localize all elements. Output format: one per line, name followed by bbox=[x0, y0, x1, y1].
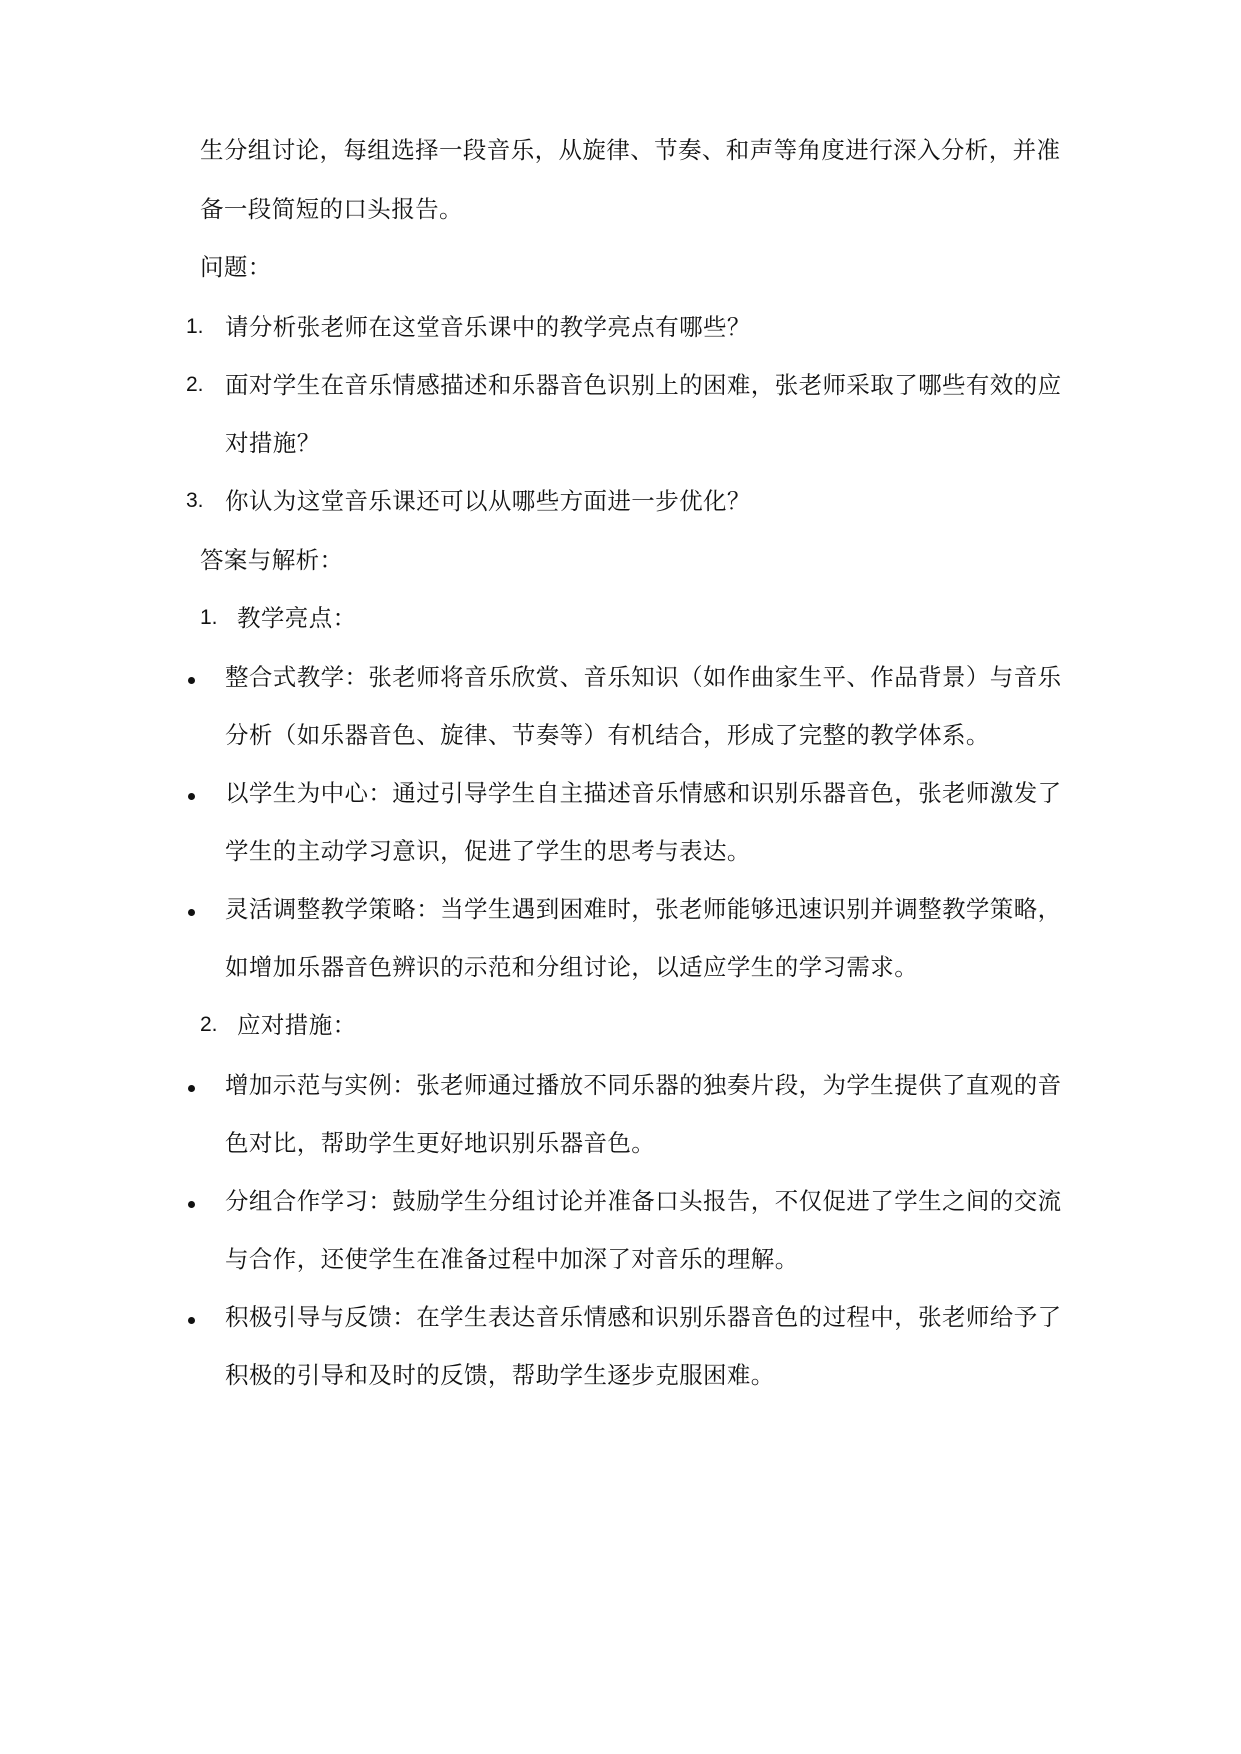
bullet-dot bbox=[188, 677, 195, 684]
bullet-text: 灵活调整教学策略：当学生遇到困难时，张老师能够迅速识别并调整教学策略， bbox=[225, 895, 1062, 923]
bullet-text: 分析（如乐器音色、旋律、节奏等）有机结合，形成了完整的教学体系。 bbox=[225, 721, 990, 749]
bullet-text: 整合式教学：张老师将音乐欣赏、音乐知识（如作曲家生平、作品背景）与音乐 bbox=[225, 663, 1062, 691]
bullet-text: 学生的主动学习意识，促进了学生的思考与表达。 bbox=[225, 837, 751, 865]
bullet-dot bbox=[188, 909, 195, 916]
bullet-dot bbox=[188, 1317, 195, 1324]
question-text: 请分析张老师在这堂音乐课中的教学亮点有哪些？ bbox=[225, 313, 751, 341]
questions-heading: 问题： bbox=[200, 253, 272, 281]
bullet-text: 与合作，还使学生在准备过程中加深了对音乐的理解。 bbox=[225, 1245, 799, 1273]
section-number: 1. bbox=[200, 606, 218, 629]
bullet-text: 积极的引导和及时的反馈，帮助学生逐步克服困难。 bbox=[225, 1361, 775, 1389]
question-number: 3. bbox=[186, 489, 204, 512]
section-title: 应对措施： bbox=[237, 1011, 357, 1039]
bullet-text: 增加示范与实例：张老师通过播放不同乐器的独奏片段，为学生提供了直观的音 bbox=[225, 1071, 1062, 1099]
question-number: 1. bbox=[186, 315, 204, 338]
answer-heading: 答案与解析： bbox=[200, 546, 344, 574]
intro-line: 备一段简短的口头报告。 bbox=[200, 195, 463, 223]
intro-line: 生分组讨论，每组选择一段音乐，从旋律、节奏、和声等角度进行深入分析，并准 bbox=[200, 136, 1061, 164]
question-text: 面对学生在音乐情感描述和乐器音色识别上的困难，张老师采取了哪些有效的应 bbox=[225, 371, 1062, 399]
section-title: 教学亮点： bbox=[237, 604, 357, 632]
bullet-text: 积极引导与反馈：在学生表达音乐情感和识别乐器音色的过程中，张老师给予了 bbox=[225, 1303, 1062, 1331]
bullet-text: 色对比，帮助学生更好地识别乐器音色。 bbox=[225, 1129, 656, 1157]
section-number: 2. bbox=[200, 1013, 218, 1036]
question-number: 2. bbox=[186, 373, 204, 396]
bullet-dot bbox=[188, 1201, 195, 1208]
question-text: 对措施？ bbox=[225, 429, 321, 457]
bullet-text: 如增加乐器音色辨识的示范和分组讨论，以适应学生的学习需求。 bbox=[225, 953, 919, 981]
question-text: 你认为这堂音乐课还可以从哪些方面进一步优化？ bbox=[225, 487, 751, 515]
bullet-text: 分组合作学习：鼓励学生分组讨论并准备口头报告，不仅促进了学生之间的交流 bbox=[225, 1187, 1062, 1215]
bullet-dot bbox=[188, 1085, 195, 1092]
bullet-dot bbox=[188, 793, 195, 800]
bullet-text: 以学生为中心：通过引导学生自主描述音乐情感和识别乐器音色，张老师激发了 bbox=[225, 779, 1062, 807]
